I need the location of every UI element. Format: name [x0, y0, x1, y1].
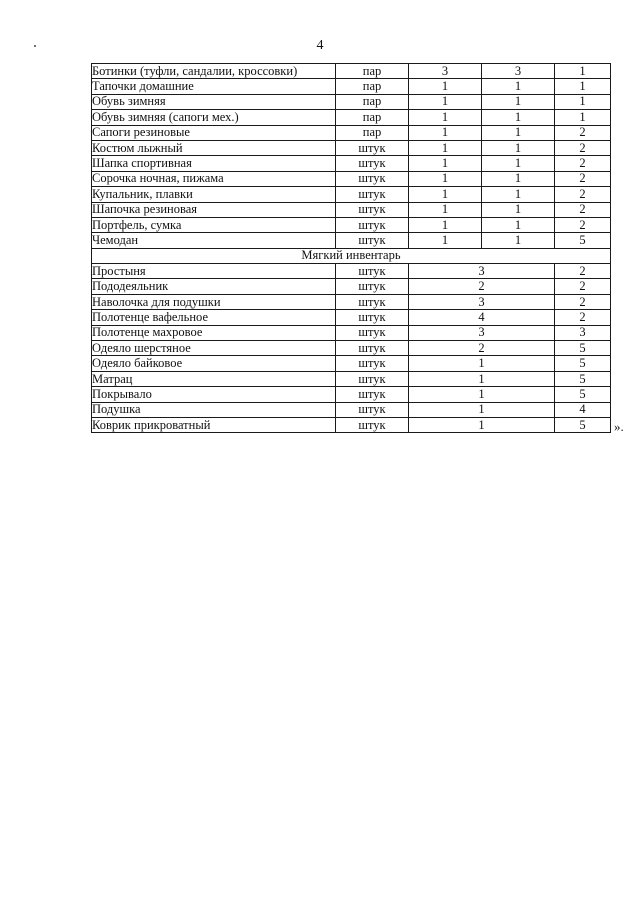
term-cell: 2	[555, 294, 611, 309]
item-name-cell: Обувь зимняя (сапоги мех.)	[92, 110, 336, 125]
item-name-cell: Обувь зимняя	[92, 94, 336, 109]
term-cell: 5	[555, 233, 611, 248]
item-name-cell: Ботинки (туфли, сандалии, кроссовки)	[92, 64, 336, 79]
table-row	[92, 294, 611, 309]
term-cell: 4	[555, 402, 611, 417]
item-name-cell: Шапочка резиновая	[92, 202, 336, 217]
unit-cell: штук	[336, 279, 409, 294]
table-row	[92, 341, 611, 356]
table-row	[92, 356, 611, 371]
unit-cell: штук	[336, 140, 409, 155]
table-row	[92, 417, 611, 432]
quantity-cell-2: 1	[482, 171, 555, 186]
unit-cell: штук	[336, 294, 409, 309]
table-row	[92, 387, 611, 402]
table-row	[92, 187, 611, 202]
term-cell: 5	[555, 371, 611, 386]
quantity-cell-2: 1	[482, 125, 555, 140]
term-cell: 1	[555, 79, 611, 94]
inventory-table-body	[92, 64, 611, 433]
table-row	[92, 233, 611, 248]
term-cell: 5	[555, 341, 611, 356]
unit-cell: штук	[336, 310, 409, 325]
quantity-merged-cell: 4	[409, 310, 555, 325]
term-cell: 5	[555, 387, 611, 402]
quantity-cell-2: 1	[482, 187, 555, 202]
table-row	[92, 140, 611, 155]
unit-cell: штук	[336, 356, 409, 371]
table-row	[92, 202, 611, 217]
table-row	[92, 217, 611, 232]
term-cell: 2	[555, 217, 611, 232]
unit-cell: штук	[336, 187, 409, 202]
item-name-cell: Матрац	[92, 371, 336, 386]
quantity-merged-cell: 1	[409, 402, 555, 417]
table-row	[92, 325, 611, 340]
item-name-cell: Чемодан	[92, 233, 336, 248]
table-row	[92, 279, 611, 294]
quantity-merged-cell: 3	[409, 294, 555, 309]
term-cell: 2	[555, 264, 611, 279]
term-cell: 2	[555, 310, 611, 325]
quantity-cell-2: 1	[482, 233, 555, 248]
item-name-cell: Подушка	[92, 402, 336, 417]
table-row	[92, 156, 611, 171]
unit-cell: штук	[336, 325, 409, 340]
quantity-merged-cell: 2	[409, 279, 555, 294]
table-row	[92, 64, 611, 79]
quantity-merged-cell: 1	[409, 356, 555, 371]
item-name-cell: Сапоги резиновые	[92, 125, 336, 140]
closing-quote-mark: ».	[614, 419, 624, 434]
quantity-cell-2: 3	[482, 64, 555, 79]
quantity-merged-cell: 1	[409, 387, 555, 402]
page-number: 4	[316, 38, 324, 53]
quantity-cell-1: 1	[409, 79, 482, 94]
item-name-cell: Костюм лыжный	[92, 140, 336, 155]
quantity-cell-1: 1	[409, 110, 482, 125]
quantity-cell-2: 1	[482, 156, 555, 171]
quantity-cell-1: 1	[409, 94, 482, 109]
quantity-cell-2: 1	[482, 140, 555, 155]
quantity-cell-2: 1	[482, 110, 555, 125]
quantity-cell-1: 1	[409, 140, 482, 155]
unit-cell: пар	[336, 125, 409, 140]
quantity-merged-cell: 3	[409, 264, 555, 279]
quantity-cell-1: 1	[409, 217, 482, 232]
unit-cell: штук	[336, 387, 409, 402]
unit-cell: штук	[336, 233, 409, 248]
item-name-cell: Купальник, плавки	[92, 187, 336, 202]
term-cell: 1	[555, 94, 611, 109]
table-row	[92, 110, 611, 125]
quantity-cell-1: 1	[409, 202, 482, 217]
unit-cell: штук	[336, 341, 409, 356]
table-row	[92, 79, 611, 94]
table-row	[92, 94, 611, 109]
unit-cell: штук	[336, 171, 409, 186]
quantity-cell-1: 1	[409, 156, 482, 171]
table-row	[92, 264, 611, 279]
term-cell: 1	[555, 110, 611, 125]
term-cell: 2	[555, 187, 611, 202]
quantity-cell-2: 1	[482, 94, 555, 109]
item-name-cell: Сорочка ночная, пижама	[92, 171, 336, 186]
section-title-soft-inventory: Мягкий инвентарь	[92, 248, 611, 263]
item-name-cell: Полотенце вафельное	[92, 310, 336, 325]
item-name-cell: Наволочка для подушки	[92, 294, 336, 309]
term-cell: 2	[555, 156, 611, 171]
item-name-cell: Простыня	[92, 264, 336, 279]
table-row	[92, 310, 611, 325]
quantity-cell-2: 1	[482, 79, 555, 94]
item-name-cell: Коврик прикроватный	[92, 417, 336, 432]
quantity-cell-1: 1	[409, 233, 482, 248]
table-row	[92, 125, 611, 140]
term-cell: 3	[555, 325, 611, 340]
inventory-table	[91, 63, 611, 433]
unit-cell: штук	[336, 402, 409, 417]
unit-cell: пар	[336, 79, 409, 94]
unit-cell: пар	[336, 94, 409, 109]
term-cell: 1	[555, 64, 611, 79]
unit-cell: штук	[336, 417, 409, 432]
item-name-cell: Портфель, сумка	[92, 217, 336, 232]
unit-cell: пар	[336, 64, 409, 79]
unit-cell: штук	[336, 202, 409, 217]
table-row	[92, 171, 611, 186]
term-cell: 2	[555, 125, 611, 140]
section-row	[92, 248, 611, 263]
unit-cell: пар	[336, 110, 409, 125]
quantity-cell-1: 1	[409, 187, 482, 202]
quantity-cell-2: 1	[482, 217, 555, 232]
quantity-merged-cell: 1	[409, 371, 555, 386]
unit-cell: штук	[336, 156, 409, 171]
quantity-cell-1: 1	[409, 125, 482, 140]
item-name-cell: Одеяло байковое	[92, 356, 336, 371]
item-name-cell: Тапочки домашние	[92, 79, 336, 94]
term-cell: 2	[555, 140, 611, 155]
term-cell: 2	[555, 171, 611, 186]
table-row	[92, 371, 611, 386]
item-name-cell: Покрывало	[92, 387, 336, 402]
item-name-cell: Пододеяльник	[92, 279, 336, 294]
term-cell: 5	[555, 356, 611, 371]
quantity-cell-1: 3	[409, 64, 482, 79]
term-cell: 2	[555, 279, 611, 294]
table-row	[92, 402, 611, 417]
quantity-cell-2: 1	[482, 202, 555, 217]
item-name-cell: Шапка спортивная	[92, 156, 336, 171]
quantity-merged-cell: 3	[409, 325, 555, 340]
unit-cell: штук	[336, 264, 409, 279]
unit-cell: штук	[336, 371, 409, 386]
quantity-merged-cell: 1	[409, 417, 555, 432]
unit-cell: штук	[336, 217, 409, 232]
term-cell: 2	[555, 202, 611, 217]
term-cell: 5	[555, 417, 611, 432]
item-name-cell: Одеяло шерстяное	[92, 341, 336, 356]
quantity-cell-1: 1	[409, 171, 482, 186]
quantity-merged-cell: 2	[409, 341, 555, 356]
item-name-cell: Полотенце махровое	[92, 325, 336, 340]
